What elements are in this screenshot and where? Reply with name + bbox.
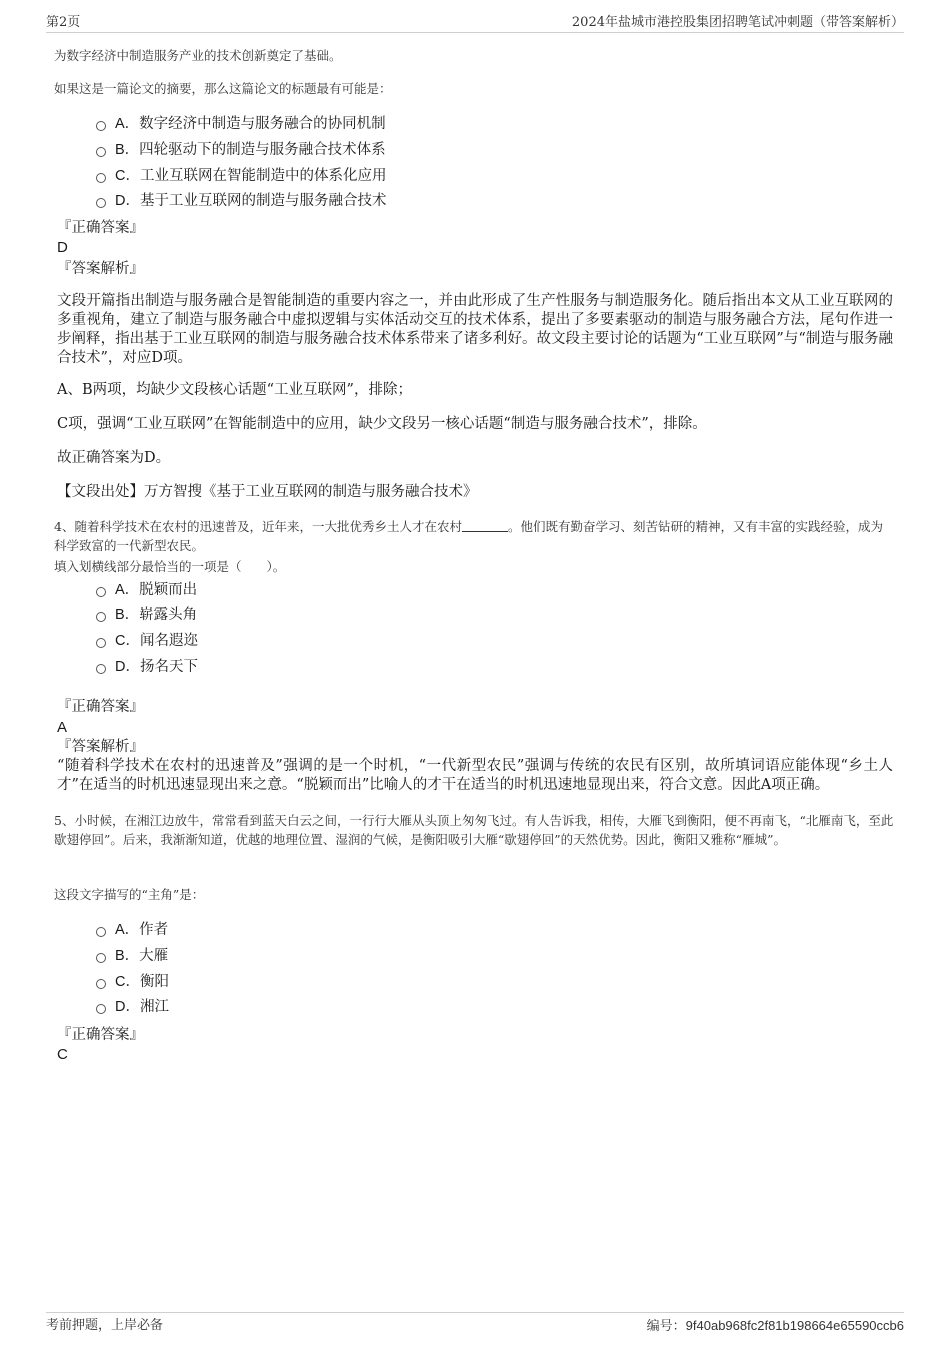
- page-number: 第2页: [46, 15, 81, 30]
- q4-stem: 4、随着科学技术在农村的迅速普及，近年来，一大批优秀乡土人才在农村 。他们既有勤奋学习、刻苦钻研的精神，又有丰富的实践经验，成为科学致富的一代新型农民。: [54, 519, 883, 553]
- q5-option-a[interactable]: A．作者: [96, 920, 168, 940]
- radio-icon[interactable]: [96, 979, 106, 989]
- q3-analysis-label: 『答案解析』: [57, 261, 144, 277]
- q4-option-d[interactable]: D．扬名天下: [96, 657, 198, 677]
- q3-option-a[interactable]: A．数字经济中制造与服务融合的协同机制: [96, 114, 386, 134]
- page-header: [46, 14, 904, 33]
- q4-option-a[interactable]: A．脱颖而出: [96, 580, 197, 600]
- page-footer: [46, 1312, 904, 1335]
- q3-answer-label: 『正确答案』: [57, 220, 144, 236]
- q5-answer: C: [57, 1046, 68, 1063]
- radio-icon[interactable]: [96, 638, 106, 648]
- radio-icon[interactable]: [96, 587, 106, 597]
- q4-analysis: “随着科学技术在农村的迅速普及”强调的是一个时机，“一代新型农民”强调与传统的农民有区别，故所填词语应能体现“乡土人才”在适当的时机迅速显现出来之意。“脱颖而出”比喻人的才干在适当的时机迅速地显现出来，符合文意。因此A项正确。: [57, 758, 893, 793]
- q4-answer: A: [57, 719, 68, 736]
- fill-blank: [462, 517, 508, 532]
- q4-option-c[interactable]: C．闻名遐迩: [96, 631, 198, 651]
- q5-option-b[interactable]: B．大雁: [96, 946, 168, 966]
- q3-analysis-p1: 文段开篇指出制造与服务融合是智能制造的重要内容之一，并由此形成了生产性服务与制造服务化。随后指出本文从工业互联网的多重视角，建立了制造与服务融合中虚拟逻辑与实体活动交互的技术体系，提出了多要素驱动的制造与服务融合方法，尾句作进一步阐释，指出基于工业互联网的制造与服务融合技术体系带来了诸多利好。故文段主要讨论的话题为“工业互联网”与“制造与服务融合技术”，对应D项。: [57, 293, 893, 366]
- radio-icon[interactable]: [96, 612, 106, 622]
- q5-option-d[interactable]: D．湘江: [96, 997, 169, 1017]
- q5-stem: 5、小时候，在湘江边放牛，常常看到蓝天白云之间，一行行大雁从头顶上匆匆飞过。有人告诉我，相传，大雁飞到衡阳，便不再南飞，“北雁南飞，至此歇翅停回”。后来，我渐渐知道，优越的地理位置、湿润的气候，是衡阳吸引大雁“歇翅停回”的天然优势。因此，衡阳又雅称“雁城”。: [54, 813, 894, 847]
- radio-icon[interactable]: [96, 664, 106, 674]
- radio-icon[interactable]: [96, 147, 106, 157]
- q3-analysis-p2: A、B两项，均缺少文段核心话题“工业互联网”，排除；: [57, 382, 412, 398]
- q4-analysis-label: 『答案解析』: [57, 739, 144, 755]
- q4-prompt: 填入划横线部分最恰当的一项是（ ）。: [54, 559, 286, 574]
- q3-analysis-p4: 故正确答案为D。: [57, 450, 171, 466]
- q3-option-c[interactable]: C．工业互联网在智能制造中的体系化应用: [96, 166, 386, 186]
- q3-answer: D: [57, 239, 68, 256]
- radio-icon[interactable]: [96, 198, 106, 208]
- footer-slogan: 考前押题，上岸必备: [46, 1318, 164, 1333]
- q3-source: 【文段出处】万方智搜《基于工业互联网的制造与服务融合技术》: [57, 484, 478, 500]
- radio-icon[interactable]: [96, 121, 106, 131]
- q5-option-c[interactable]: C．衡阳: [96, 972, 169, 992]
- q3-option-b[interactable]: B．四轮驱动下的制造与服务融合技术体系: [96, 140, 386, 160]
- radio-icon[interactable]: [96, 927, 106, 937]
- q4-answer-label: 『正确答案』: [57, 699, 144, 715]
- q3-analysis-p3: C项，强调“工业互联网”在智能制造中的应用，缺少文段另一核心话题“制造与服务融合技术”，排除。: [57, 416, 707, 432]
- q5-prompt: 这段文字描写的“主角”是：: [54, 887, 205, 902]
- radio-icon[interactable]: [96, 1004, 106, 1014]
- q3-prompt: 如果这是一篇论文的摘要，那么这篇论文的标题最有可能是：: [54, 81, 392, 96]
- document-title: 2024年盐城市港控股集团招聘笔试冲刺题（带答案解析）: [571, 15, 904, 30]
- q4-option-b[interactable]: B．崭露头角: [96, 605, 197, 625]
- q3-stem-tail: 为数字经济中制造服务产业的技术创新奠定了基础。: [54, 48, 342, 63]
- document-code: 编号：9f40ab968fc2f81b198664e65590ccb6: [646, 1318, 904, 1334]
- q3-option-d[interactable]: D．基于工业互联网的制造与服务融合技术: [96, 191, 386, 211]
- radio-icon[interactable]: [96, 953, 106, 963]
- q5-answer-label: 『正确答案』: [57, 1027, 144, 1043]
- radio-icon[interactable]: [96, 173, 106, 183]
